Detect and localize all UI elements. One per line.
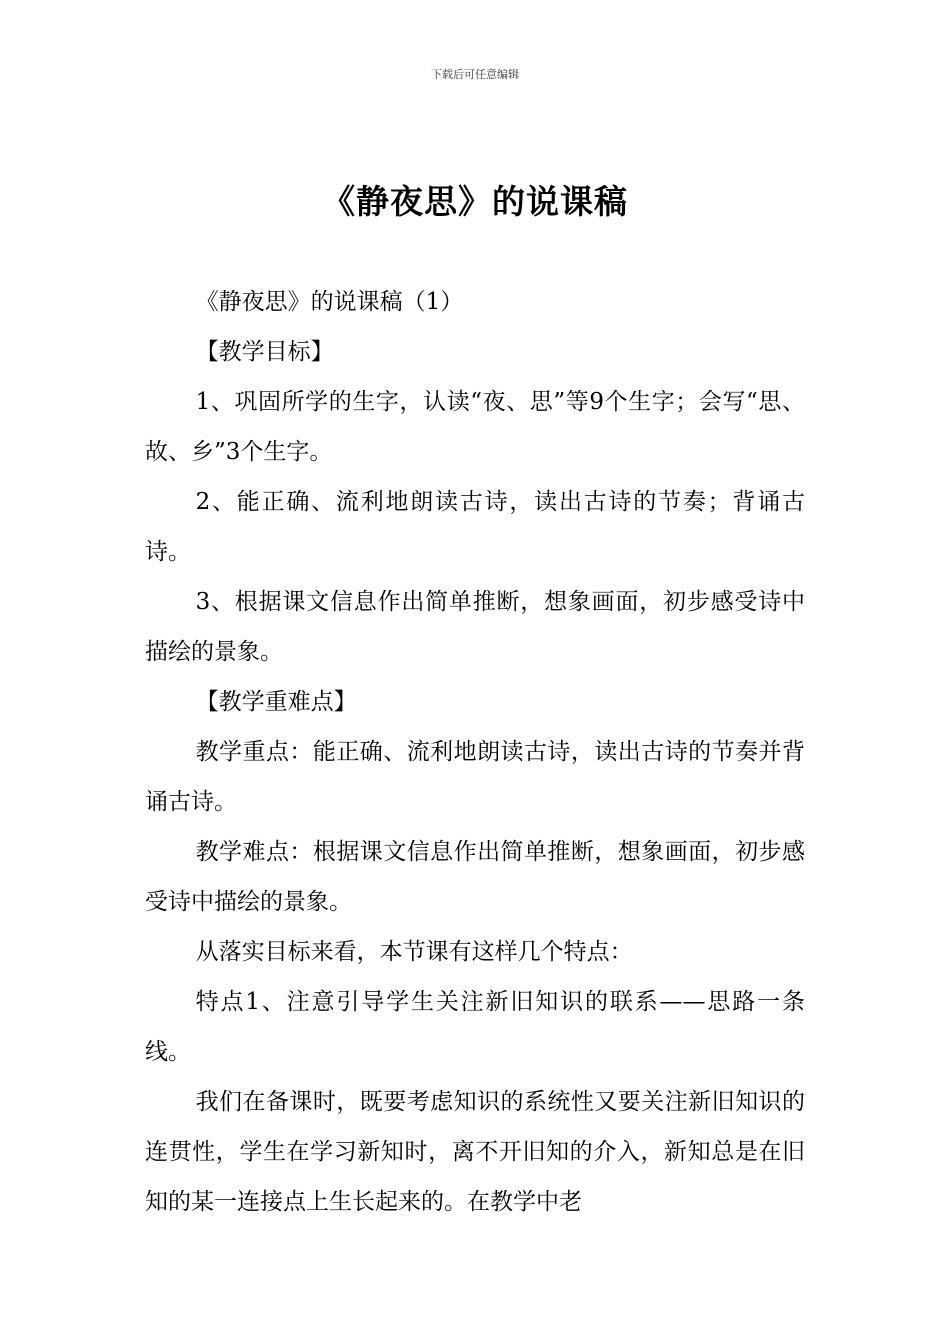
paragraph-key-point: 教学重点：能正确、流利地朗读古诗，读出古诗的节奏并背诵古诗。	[145, 739, 805, 815]
paragraph-section-key-points: 【教学重难点】	[195, 689, 357, 715]
paragraph-features-intro: 从落实目标来看，本节课有这样几个特点：	[195, 939, 633, 965]
paragraph-body-text: 我们在备课时，既要考虑知识的系统性又要关注新旧知识的连贯性，学生在学习新知时，离不开旧知的介入，新知总是在旧知的某一连接点上生长起来的。在教学中老	[145, 1089, 805, 1215]
paragraph-section-objectives: 【教学目标】	[195, 339, 334, 365]
page-header-note: 下载后可任意编辑	[431, 68, 519, 81]
paragraph-objective-3: 3、根据课文信息作出简单推断，想象画面，初步感受诗中描绘的景象。	[145, 589, 805, 665]
paragraph-objective-1: 1、巩固所学的生字，认读“夜、思”等9个生字；会写“思、故、乡”3个生字。	[145, 389, 805, 465]
paragraph-objective-2: 2、能正确、流利地朗读古诗，读出古诗的节奏；背诵古诗。	[145, 489, 805, 565]
document-title: 《静夜思》的说课稿	[322, 182, 628, 221]
paragraph-difficult-point: 教学难点：根据课文信息作出简单推断，想象画面，初步感受诗中描绘的景象。	[145, 839, 805, 915]
paragraph-feature-1: 特点1、注意引导学生关注新旧知识的联系——思路一条线。	[145, 989, 805, 1065]
paragraph-subtitle: 《静夜思》的说课稿（1）	[195, 289, 464, 315]
document-body	[145, 277, 805, 1227]
